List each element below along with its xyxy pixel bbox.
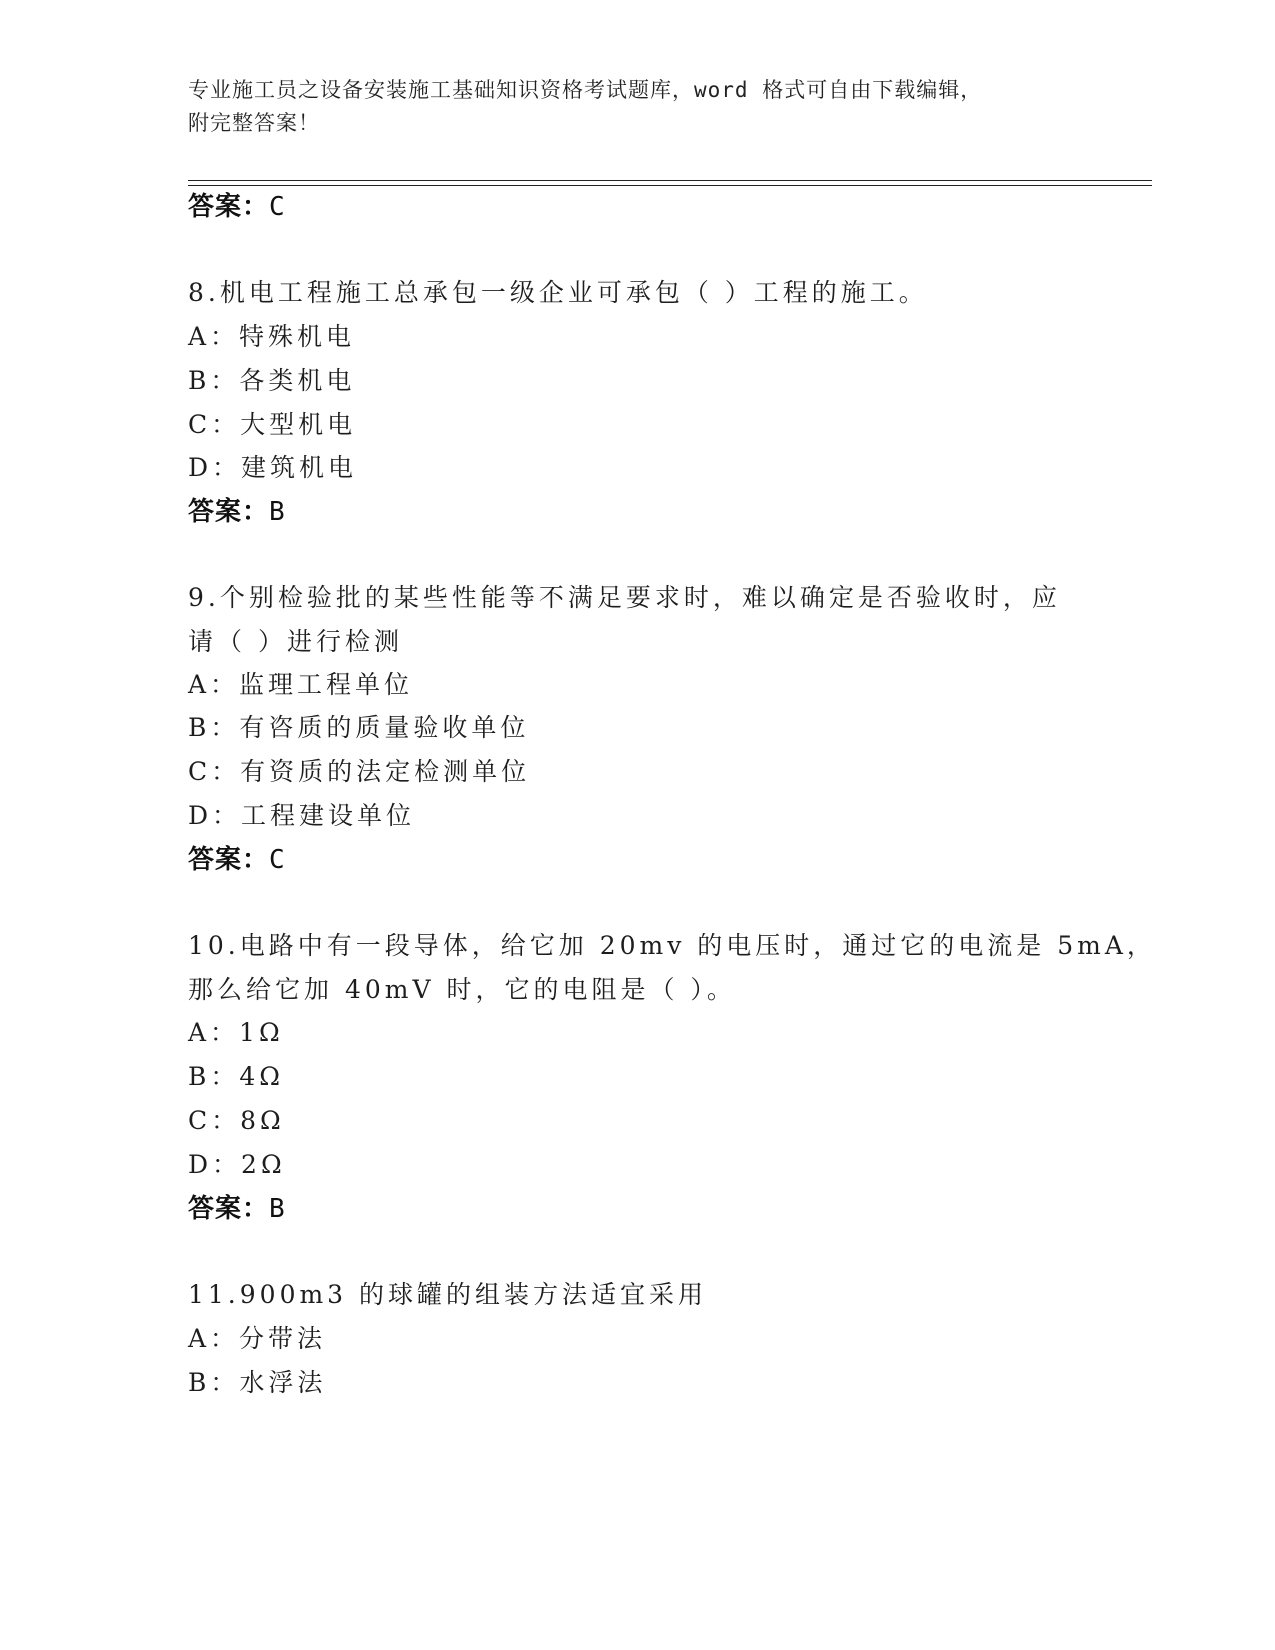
- answer-label: 答案：: [188, 1194, 270, 1224]
- option-d: D：工程建设单位: [188, 801, 416, 830]
- option-d: D：2Ω: [188, 1150, 286, 1179]
- option-c: C：8Ω: [188, 1106, 285, 1135]
- option-b: B：4Ω: [188, 1062, 285, 1091]
- option-a: A：特殊机电: [188, 322, 356, 351]
- answer-line: [188, 839, 286, 876]
- header-line-2: 附完整答案！: [188, 111, 320, 135]
- answer-value: C: [269, 845, 286, 875]
- question-stem: 8.机电工程施工总承包一级企业可承包（ ）工程的施工。: [188, 278, 928, 307]
- answer-line: [188, 186, 286, 223]
- option-a: A：分带法: [188, 1324, 327, 1353]
- answer-line: [188, 491, 286, 528]
- answer-value: C: [269, 192, 286, 222]
- header-rule-bottom: [188, 185, 1152, 186]
- option-c: C：有资质的法定检测单位: [188, 757, 531, 786]
- question-stem: 11.900m3 的球罐的组装方法适宜采用: [188, 1280, 708, 1309]
- option-b: B：各类机电: [188, 366, 356, 395]
- option-d: D：建筑机电: [188, 453, 358, 482]
- option-b: B：有咨质的质量验收单位: [188, 713, 530, 742]
- question-stem-continued: 那么给它加 40mV 时，它的电阻是（ ）。: [188, 975, 736, 1004]
- question-stem: 9.个别检验批的某些性能等不满足要求时，难以确定是否验收时，应: [188, 583, 1061, 612]
- header-rule-top: [188, 180, 1152, 181]
- option-b: B：水浮法: [188, 1368, 327, 1397]
- option-c: C：大型机电: [188, 410, 357, 439]
- answer-label: 答案：: [188, 192, 270, 222]
- answer-value: B: [269, 497, 286, 527]
- header-line-1: 专业施工员之设备安装施工基础知识资格考试题库，word 格式可自由下载编辑，: [188, 78, 983, 102]
- question-stem-continued: 请（ ）进行检测: [188, 627, 403, 656]
- answer-label: 答案：: [188, 845, 270, 875]
- answer-label: 答案：: [188, 497, 270, 527]
- question-stem: 10.电路中有一段导体，给它加 20mv 的电压时，通过它的电流是 5mA，: [188, 931, 1156, 960]
- option-a: A：监理工程单位: [188, 670, 414, 699]
- answer-value: B: [269, 1194, 286, 1224]
- answer-line: [188, 1188, 286, 1225]
- document-header: [188, 74, 1088, 140]
- option-a: A：1Ω: [188, 1018, 284, 1047]
